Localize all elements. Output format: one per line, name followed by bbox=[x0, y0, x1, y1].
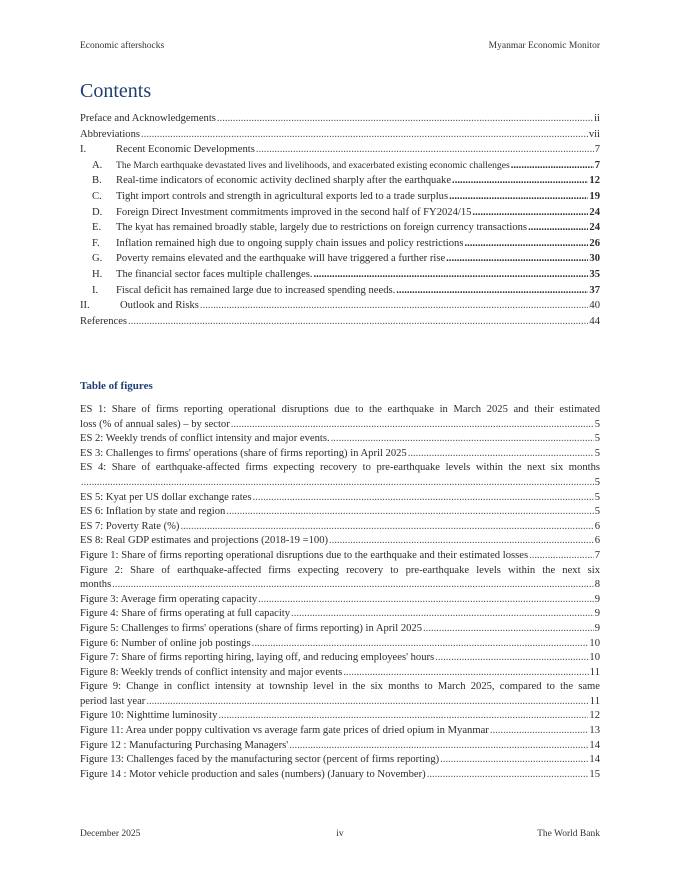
figure-entry[interactable] bbox=[80, 724, 600, 739]
figure-entry-text-line1: ES 4: Share of earthquake-affected firms expecting recovery to pre-earthquake levels within the next six months bbox=[80, 462, 600, 474]
toc-entry-page: 35 bbox=[589, 268, 600, 280]
toc-entry-text: The kyat has remained broadly stable, largely due to restrictions on foreign currency transactions bbox=[116, 222, 528, 234]
figure-entry-page: 14 bbox=[589, 754, 600, 766]
figure-entry[interactable] bbox=[80, 753, 600, 768]
figure-entry-page: 5 bbox=[594, 447, 600, 459]
footer-publisher: The World Bank bbox=[537, 829, 600, 839]
toc-entry-number: F. bbox=[92, 237, 100, 249]
figure-entry-page: 5 bbox=[594, 491, 600, 503]
figure-entry-text: Figure 5: Challenges to firms' operations (share of firms reporting) in April 2025 bbox=[80, 622, 423, 634]
figure-entry[interactable] bbox=[80, 564, 600, 593]
toc-entry-number: A. bbox=[92, 159, 103, 171]
toc-entry-page: 30 bbox=[589, 253, 600, 265]
toc-entry-text: The financial sector faces multiple challenges. bbox=[116, 268, 313, 280]
figure-entry-page: 13 bbox=[589, 725, 600, 737]
figure-entry[interactable] bbox=[80, 403, 600, 432]
toc-entry-page: 44 bbox=[589, 315, 600, 327]
figure-entry-text: months bbox=[80, 579, 112, 591]
figure-entry-page: 5 bbox=[594, 433, 600, 445]
toc-entry-page: vii bbox=[588, 128, 600, 140]
toc-entry-text: The March earthquake devastated lives and livelihoods, and exacerbated existing economic challenges bbox=[116, 159, 510, 171]
toc-entry-text: Outlook and Risks bbox=[120, 300, 199, 312]
toc-entry-page: 37 bbox=[589, 284, 600, 296]
figure-entry-text: ES 2: Weekly trends of conflict intensity and major events. bbox=[80, 433, 330, 445]
figure-entry-text: Figure 10: Nighttime luminosity bbox=[80, 710, 218, 722]
toc-entry-number: I. bbox=[80, 144, 87, 156]
toc-entry[interactable] bbox=[80, 251, 600, 267]
figure-entry-text: Figure 4: Share of firms operating at full capacity bbox=[80, 608, 291, 620]
figure-entry-text: Figure 6: Number of online job postings bbox=[80, 637, 251, 649]
toc-entry-text: Abbreviations bbox=[80, 128, 141, 140]
page-number: iv bbox=[336, 829, 344, 839]
toc-entry-text: Tight import controls and strength in agricultural exports led to a trade surplus bbox=[116, 190, 449, 202]
figure-entry-text: Figure 3: Average firm operating capacity bbox=[80, 593, 258, 605]
figure-entry[interactable] bbox=[80, 680, 600, 709]
figure-entry-text: ES 3: Challenges to firms' operations (share of firms reporting) in April 2025 bbox=[80, 447, 407, 459]
toc-entry-text: Fiscal deficit has remained large due to increased spending needs. bbox=[116, 284, 396, 296]
figure-entry-text-line1: Figure 9: Change in conflict intensity at township level in the six months to March 2025, compared to the same bbox=[80, 681, 600, 693]
toc-entry-text: Poverty remains elevated and the earthquake will have triggered a further rise bbox=[116, 253, 446, 265]
toc-entry-page: 7 bbox=[594, 144, 600, 156]
figure-entry-page: 11 bbox=[589, 666, 600, 678]
figure-entry-page: 9 bbox=[594, 593, 600, 605]
toc-entry-number: C. bbox=[92, 190, 102, 202]
figure-entry-page: 6 bbox=[594, 535, 600, 547]
toc-entry[interactable] bbox=[80, 173, 600, 189]
figure-entry[interactable] bbox=[80, 607, 600, 622]
toc-entry-text: Inflation remained high due to ongoing supply chain issues and policy restrictions bbox=[116, 237, 464, 249]
toc-entry[interactable] bbox=[80, 298, 600, 314]
toc-entry-page: 12 bbox=[589, 175, 600, 187]
figure-entry[interactable] bbox=[80, 593, 600, 608]
figure-entry-text-line1: Figure 2: Share of earthquake-affected firms expecting recovery to pre-earthquake levels within the next six bbox=[80, 564, 600, 576]
figure-entry[interactable] bbox=[80, 666, 600, 681]
toc-entry-number: I. bbox=[92, 284, 99, 296]
figure-entry-text: Figure 14 : Motor vehicle production and sales (numbers) (January to November) bbox=[80, 768, 426, 780]
toc-entry-number: B. bbox=[92, 175, 102, 187]
toc-entry-page: 24 bbox=[589, 206, 600, 218]
toc-entry-page: 26 bbox=[589, 237, 600, 249]
figure-entry[interactable] bbox=[80, 491, 600, 506]
contents-title: Contents bbox=[80, 80, 152, 102]
toc-entry-number: D. bbox=[92, 206, 103, 218]
toc-entry[interactable] bbox=[80, 189, 600, 205]
toc-entry-page: 7 bbox=[594, 159, 600, 171]
toc-entry-page: 40 bbox=[589, 300, 600, 312]
figures-list bbox=[80, 403, 600, 782]
figure-entry[interactable] bbox=[80, 622, 600, 637]
figure-entry-page: 5 bbox=[594, 418, 600, 430]
toc-entry-page: 24 bbox=[589, 222, 600, 234]
figure-entry-page: 5 bbox=[594, 506, 600, 518]
figure-entry-text: Figure 13: Challenges faced by the manufacturing sector (percent of firms reporting) bbox=[80, 754, 440, 766]
toc-entry-text: References bbox=[80, 315, 128, 327]
figure-entry-page: 15 bbox=[589, 768, 600, 780]
figure-entry-page: 14 bbox=[589, 739, 600, 751]
toc-entry-text: Foreign Direct Investment commitments improved in the second half of FY2024/15 bbox=[116, 206, 472, 218]
figure-entry[interactable] bbox=[80, 651, 600, 666]
figure-entry-text: period last year bbox=[80, 695, 146, 707]
figure-entry-page: 6 bbox=[594, 520, 600, 532]
toc-entry[interactable] bbox=[80, 220, 600, 236]
figure-entry-text: Figure 8: Weekly trends of conflict intensity and major events bbox=[80, 666, 343, 678]
figure-entry[interactable] bbox=[80, 520, 600, 535]
toc-entry[interactable] bbox=[80, 314, 600, 330]
figures-title: Table of figures bbox=[80, 380, 153, 392]
toc-entry[interactable] bbox=[80, 236, 600, 252]
figure-entry-text: ES 6: Inflation by state and region bbox=[80, 506, 226, 518]
figure-entry-page: 9 bbox=[594, 608, 600, 620]
figure-entry-text: Figure 11: Area under poppy cultivation vs average farm gate prices of dried opium in Myanmar bbox=[80, 725, 489, 737]
toc-entry-number: G. bbox=[92, 253, 103, 265]
toc-entry-number: II. bbox=[80, 300, 90, 312]
figure-entry-text: ES 7: Poverty Rate (%) bbox=[80, 520, 180, 532]
figure-entry[interactable] bbox=[80, 549, 600, 564]
header-right: Myanmar Economic Monitor bbox=[488, 41, 600, 51]
figure-entry-page: 12 bbox=[589, 710, 600, 722]
toc-entry-page: 19 bbox=[589, 190, 600, 202]
figure-entry-text: Figure 1: Share of firms reporting operational disruptions due to the earthquake and their estimated losses bbox=[80, 549, 529, 561]
toc-entry-text: Preface and Acknowledgements bbox=[80, 113, 216, 124]
figure-entry[interactable] bbox=[80, 768, 600, 783]
toc-entry[interactable] bbox=[80, 267, 600, 283]
figure-entry[interactable] bbox=[80, 637, 600, 652]
figure-entry-page: 5 bbox=[594, 476, 600, 488]
figure-entry-page: 7 bbox=[594, 549, 600, 561]
toc-entry-number: H. bbox=[92, 268, 103, 280]
figure-entry-text: Figure 12 : Manufacturing Purchasing Managers' bbox=[80, 739, 289, 751]
figure-entry-text: Figure 7: Share of firms reporting hiring, laying off, and reducing employees' hours bbox=[80, 652, 435, 664]
figure-entry-text-line1: ES 1: Share of firms reporting operational disruptions due to the earthquake in March 2025 and their estimated bbox=[80, 404, 600, 415]
figure-entry-page: 8 bbox=[594, 579, 600, 591]
footer-date: December 2025 bbox=[80, 829, 141, 839]
toc-entry-number: E. bbox=[92, 222, 102, 234]
figure-entry[interactable] bbox=[80, 739, 600, 754]
figure-entry[interactable] bbox=[80, 447, 600, 462]
toc-entry[interactable] bbox=[80, 142, 600, 158]
toc-entry[interactable] bbox=[80, 205, 600, 221]
header-left: Economic aftershocks bbox=[80, 41, 165, 51]
toc-entry-page: ii bbox=[594, 113, 600, 124]
toc-list bbox=[80, 111, 600, 329]
toc-entry[interactable] bbox=[80, 158, 600, 174]
figure-entry-page: 11 bbox=[589, 695, 600, 707]
figure-entry-page: 10 bbox=[589, 652, 600, 664]
figure-entry[interactable] bbox=[80, 505, 600, 520]
figure-entry-page: 10 bbox=[589, 637, 600, 649]
figure-entry[interactable] bbox=[80, 432, 600, 447]
toc-entry-text: Recent Economic Developments bbox=[116, 144, 255, 156]
figure-entry[interactable] bbox=[80, 709, 600, 724]
figure-entry-text: ES 8: Real GDP estimates and projections (2018-19 =100) bbox=[80, 535, 329, 547]
figure-entry-text: loss (% of annual sales) – by sector bbox=[80, 418, 230, 430]
figure-entry[interactable] bbox=[80, 461, 600, 490]
toc-entry[interactable] bbox=[80, 283, 600, 299]
figure-entry[interactable] bbox=[80, 534, 600, 549]
toc-entry[interactable] bbox=[80, 127, 600, 143]
toc-entry[interactable] bbox=[80, 111, 600, 127]
toc-entry-text: Real-time indicators of economic activity declined sharply after the earthquake bbox=[116, 175, 452, 187]
figure-entry-text: ES 5: Kyat per US dollar exchange rates bbox=[80, 491, 252, 503]
figure-entry-page: 9 bbox=[594, 622, 600, 634]
